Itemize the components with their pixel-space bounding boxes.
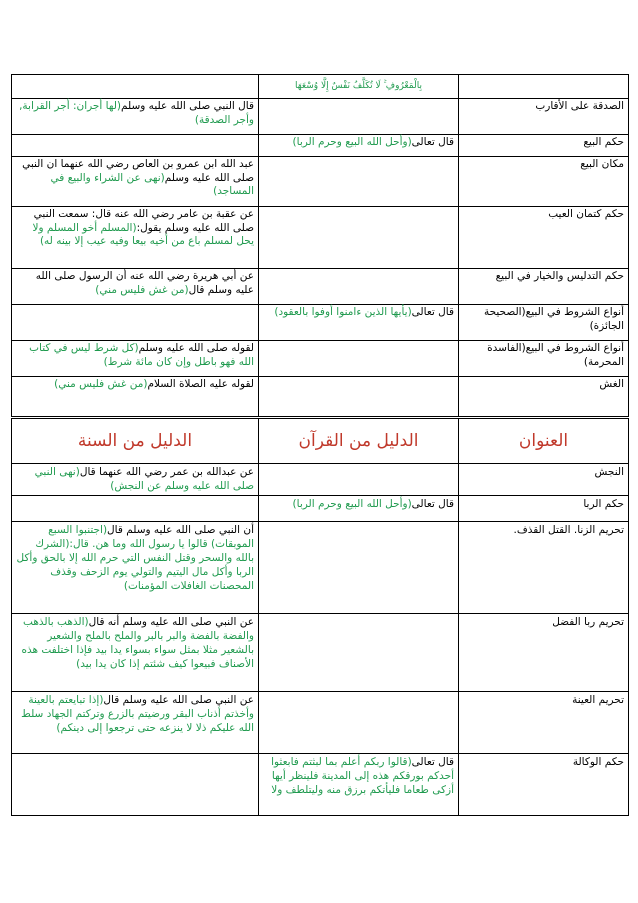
row-title: تحريم العينة [572, 694, 624, 706]
sunnah-quote: (من غش فليس مني) [54, 378, 148, 390]
quran-cell [259, 75, 459, 99]
quran-verse: (قالوا ربكم أعلم بما لبثتم فابعثوا أحدكم بورقكم هذه إلى المدينة فلينظر أيها أزكى طعاما فليأتكم برزق منه وليتلطف ولا [271, 756, 454, 796]
sunnah-cell [12, 464, 259, 496]
quran-cell [259, 496, 459, 522]
sunnah-cell [12, 692, 259, 754]
sunnah-quote: (نهى النبي صلى الله عليه وسلم عن النجش) [34, 466, 254, 492]
row-title: حكم كتمان العيب [548, 208, 624, 220]
sunnah-text: عن عقبة بن عامر رضي الله عنه قال: سمعت النبي صلى الله عليه وسلم يقول: [33, 208, 254, 234]
sunnah-cell [12, 341, 259, 377]
row-title: حكم التدليس والخيار في البيع [495, 270, 624, 282]
row-title: أنواع الشروط في البيع(الفاسدة المحرمة) [487, 342, 624, 368]
sunnah-text: عن أبي هريرة رضي الله عنه أن الرسول صلى الله عليه وسلم قال [35, 270, 254, 296]
quran-cell [259, 522, 459, 614]
title-cell [459, 157, 629, 207]
row-title: حكم الوكالة [572, 756, 624, 768]
header-sunnah: الدليل من السنة [12, 419, 259, 464]
rulings-table-2 [11, 418, 629, 816]
title-cell [459, 496, 629, 522]
row-title: حكم الربا [583, 498, 624, 510]
title-cell [459, 99, 629, 135]
quran-cell [259, 269, 459, 305]
sunnah-text: عبد الله ابن عمرو بن العاص رضي الله عنهما ان النبي صلى الله عليه وسلم [22, 158, 254, 184]
title-cell [459, 207, 629, 269]
quran-text: قال تعالى [411, 756, 454, 768]
sunnah-cell [12, 305, 259, 341]
sunnah-text: عن النبي صلى الله عليه وسلم أنه قال [88, 616, 254, 628]
row-title: النجش [594, 466, 624, 478]
title-cell [459, 754, 629, 816]
sunnah-cell [12, 754, 259, 816]
title-cell [459, 341, 629, 377]
title-cell [459, 305, 629, 341]
title-cell [459, 522, 629, 614]
sunnah-cell [12, 135, 259, 157]
title-cell [459, 377, 629, 417]
sunnah-quote: (نهى عن الشراء والبيع في المساجد) [50, 171, 254, 197]
sunnah-cell [12, 269, 259, 305]
rulings-table-1 [11, 74, 629, 417]
title-cell [459, 135, 629, 157]
sunnah-cell [12, 614, 259, 692]
row-title: مكان البيع [580, 158, 624, 170]
sunnah-text: لقوله صلى الله عليه وسلم [138, 342, 254, 354]
sunnah-quote: (المسلم أخو المسلم ولا يحل لمسلم باع من أخيه بيعا وفيه عيب إلا بينه له) [32, 221, 254, 247]
quran-cell [259, 135, 459, 157]
quran-text: قال تعالى [411, 136, 454, 148]
sunnah-text: قال النبي صلى الله عليه وسلم [121, 100, 254, 112]
title-cell [459, 269, 629, 305]
sunnah-quote: (الذهب بالذهب والفضة بالفضة والبر بالبر والملح بالملح والشعير بالشعير مثلا بمثل سواء بسواء يدا بيد فإذا اختلفت هذه الأصناف فبيعوا كيف شئتم إذا كان يدا بيد) [21, 616, 254, 670]
quran-cell [259, 377, 459, 417]
quran-cell [259, 305, 459, 341]
quran-cell [259, 692, 459, 754]
row-title: الغش [599, 378, 624, 390]
sunnah-quote: (كل شرط ليس في كتاب الله فهو باطل وإن كان مائة شرط) [29, 342, 254, 368]
title-cell [459, 464, 629, 496]
sunnah-cell [12, 75, 259, 99]
header-title: العنوان [459, 419, 629, 464]
sunnah-text: أن النبي صلى الله عليه وسلم قال [107, 524, 254, 536]
quran-cell [259, 341, 459, 377]
sunnah-cell [12, 522, 259, 614]
row-title: تحريم ربا الفضل [552, 616, 624, 628]
sunnah-text: عن عبدالله بن عمر رضي الله عنهما قال [79, 466, 254, 478]
header-quran: الدليل من القرآن [259, 419, 459, 464]
sunnah-quote: (إذا تبايعتم بالعينة وأخذتم أذناب البقر ورضيتم بالزرع وتركتم الجهاد سلط الله عليكم ذلا لا ينزعه حتى ترجعوا إلى دينكم) [21, 694, 254, 734]
row-title: حكم البيع [583, 136, 624, 148]
row-title: أنواع الشروط في البيع(الصحيحة الجائزة) [483, 306, 624, 332]
row-title: تحريم الزنا. القتل القذف. [513, 524, 624, 536]
quran-cell [259, 207, 459, 269]
quran-cell [259, 99, 459, 135]
title-cell [459, 75, 629, 99]
quran-text: قال تعالى [411, 306, 454, 318]
quran-verse: (يأيها الذين ءامنوا أوفوا بالعقود) [274, 306, 412, 318]
sunnah-quote: (لها أجران: أجر القرابة, وأجر الصدقة) [19, 100, 254, 126]
sunnah-text: لقوله عليه الصلاة السلام [147, 378, 254, 390]
sunnah-quote: (اجتنبوا السبع الموبقات) قالوا يا رسول الله وما هن. قال:(الشرك بالله والسحر وقتل النفس التي حرم الله إلا بالحق وأكل الربا وأكل مال اليتيم والتولي يوم الزحف وقذف المحصنات الغافلات المؤمنات) [16, 524, 254, 592]
quran-verse: بِالْمَعْرُوفِ ۚ لَا تُكَلَّفُ نَفْسٌ إِلَّا وُسْعَهَا [295, 80, 422, 91]
sunnah-cell [12, 377, 259, 417]
title-cell [459, 692, 629, 754]
title-cell [459, 614, 629, 692]
quran-cell [259, 614, 459, 692]
row-title: الصدقة على الأقارب [535, 100, 624, 112]
sunnah-cell [12, 157, 259, 207]
sunnah-cell [12, 99, 259, 135]
quran-text: قال تعالى [411, 498, 454, 510]
sunnah-quote: (من غش فليس مني) [95, 283, 189, 296]
sunnah-cell [12, 207, 259, 269]
sunnah-cell [12, 496, 259, 522]
sunnah-text: عن النبي صلى الله عليه وسلم قال [103, 694, 254, 706]
quran-verse: (وأحل الله البيع وحرم الربا) [292, 498, 412, 510]
quran-cell [259, 157, 459, 207]
quran-verse: (وأحل الله البيع وحرم الربا) [292, 136, 412, 148]
quran-cell [259, 754, 459, 816]
quran-cell [259, 464, 459, 496]
